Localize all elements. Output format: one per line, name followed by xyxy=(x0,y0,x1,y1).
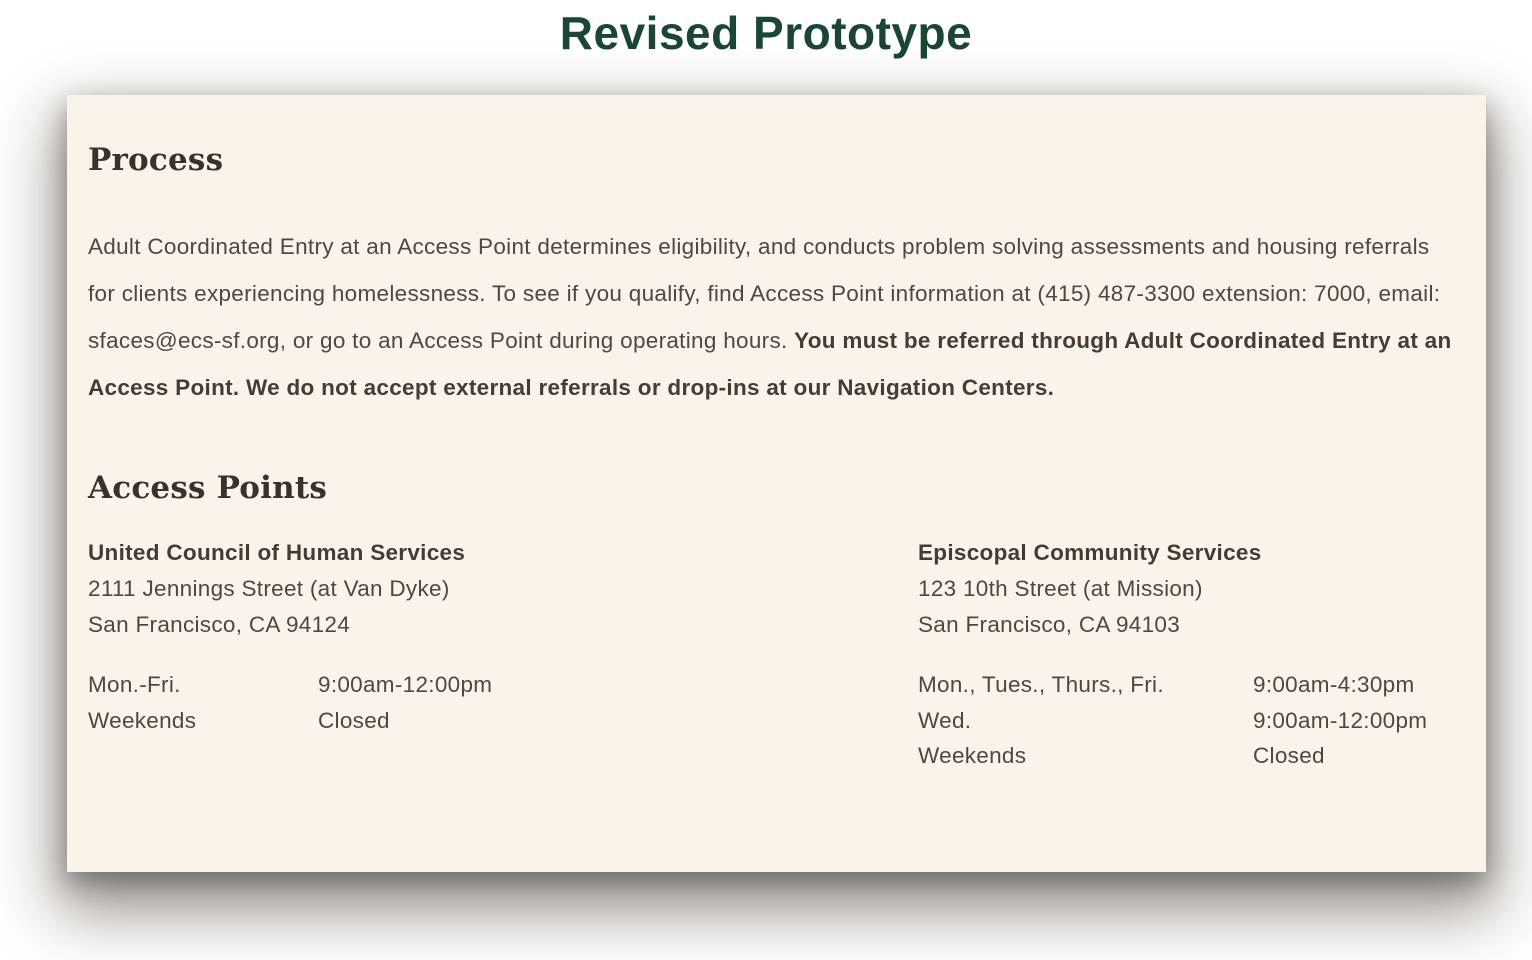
hours-days: Mon.-Fri. xyxy=(88,672,181,697)
location-address-line1: 123 10th Street (at Mission) xyxy=(918,576,1203,601)
hours-row xyxy=(88,703,918,739)
hours-time: 9:00am-12:00pm xyxy=(318,672,493,697)
location-episcopal-community xyxy=(918,535,1463,774)
process-paragraph-bold: You must be referred through Adult Coordinated Entry at an Access Point. We do not accept external referrals or drop-ins at our Navigation Centers. xyxy=(88,328,1452,400)
process-paragraph-regular: Adult Coordinated Entry at an Access Point determines eligibility, and conducts problem solving assessments and housing referrals for clients experiencing homelessness. To see if you qualify, find Access Point information at (415) 487-3300 extension: 7000, email: sfaces@ecs-sf.org, or go to an Access Point during operating hours. xyxy=(88,234,1441,353)
hours-time: Closed xyxy=(1253,743,1325,768)
hours-table xyxy=(918,667,1463,774)
location-address-line1: 2111 Jennings Street (at Van Dyke) xyxy=(88,576,450,601)
location-address-line2: San Francisco, CA 94103 xyxy=(918,612,1181,637)
hours-time: 9:00am-12:00pm xyxy=(1253,707,1428,733)
hours-row xyxy=(88,667,918,703)
hours-time: 9:00am-4:30pm xyxy=(1253,672,1415,697)
process-paragraph xyxy=(88,223,1463,411)
hours-days: Weekends xyxy=(918,743,1027,768)
location-united-council xyxy=(88,535,918,774)
location-name: Episcopal Community Services xyxy=(918,540,1262,565)
hours-time: Closed xyxy=(318,707,390,733)
hours-days: Weekends xyxy=(88,707,197,733)
hours-days: Wed. xyxy=(918,707,972,733)
location-name: United Council of Human Services xyxy=(88,540,466,565)
hours-row xyxy=(918,703,1463,739)
location-address-line2: San Francisco, CA 94124 xyxy=(88,612,351,637)
access-points-heading: Access Points xyxy=(88,470,328,506)
process-heading: Process xyxy=(88,142,224,178)
hours-days: Mon., Tues., Thurs., Fri. xyxy=(918,672,1164,697)
hours-row xyxy=(918,738,1463,774)
hours-row xyxy=(918,667,1463,703)
hours-table xyxy=(88,667,918,738)
locations-row xyxy=(88,535,1463,774)
page-title: Revised Prototype xyxy=(559,7,973,59)
content-card xyxy=(67,95,1486,872)
